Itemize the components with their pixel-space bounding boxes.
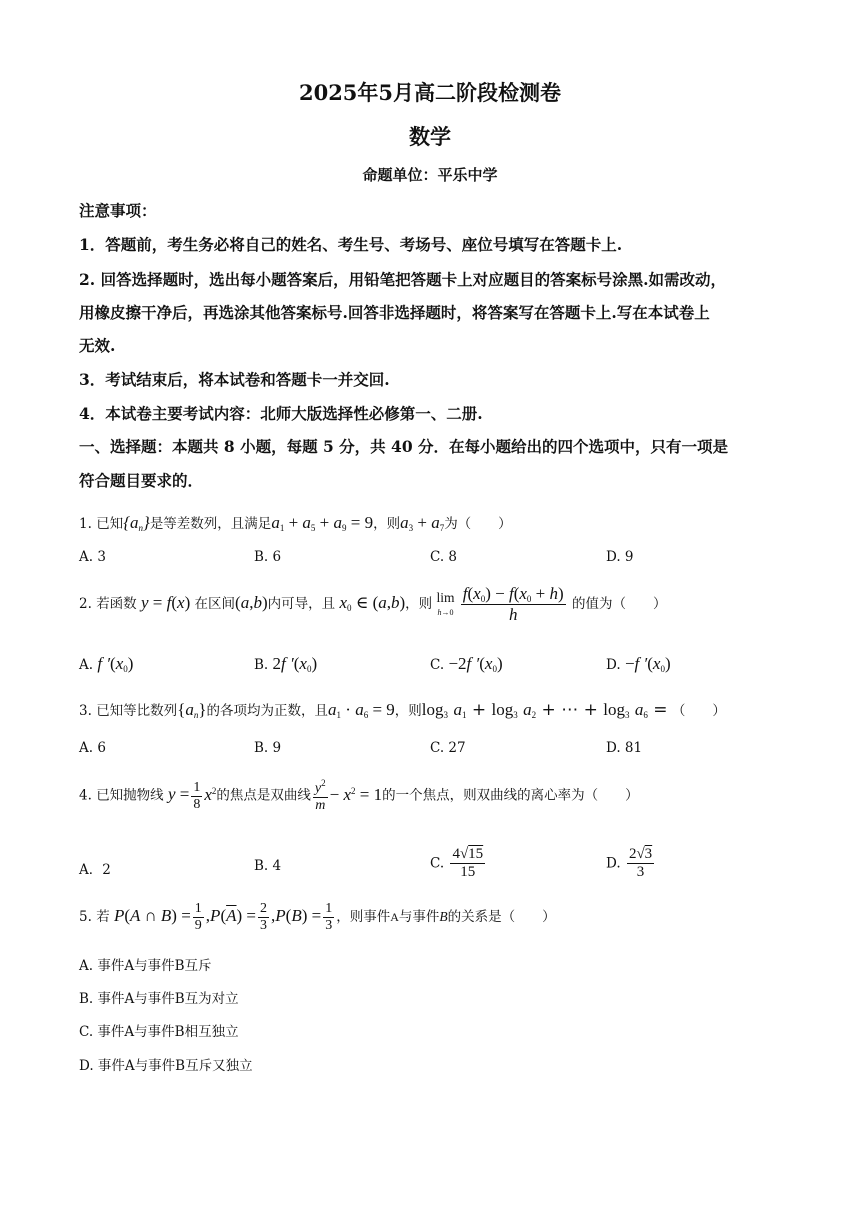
option-a: A. 事件A与事件B互斥 xyxy=(79,958,212,974)
option-b: B. 6 xyxy=(254,549,282,565)
section-heading-cont: 符合题目要求的． xyxy=(79,471,204,490)
option-d: D. −f $'(x_0)$ xyxy=(606,654,671,674)
notes-heading: 注意事项： xyxy=(79,201,157,220)
section-heading: 一、选择题：本题共 8 小题，每题 5 分，共 40 分．在每小题给出的四个选项中，只有一项是 xyxy=(79,437,729,456)
option-a: A. 3 xyxy=(79,549,106,565)
math-sequence: $\{a_n\}$ xyxy=(177,700,207,720)
subject-title: 数学 xyxy=(409,124,451,149)
question-3: 3. 已知等比数列$\{a_n\}$的各项均为正数，且$a_1 \cdot a_6 = 9$，则$\log_3 a_1 + \log_3 a_2$ + ⋯ + $\log_3 a_6$ = （ ） xyxy=(79,700,726,720)
option-d: D. 81 xyxy=(606,740,643,756)
note-item: 3．考试结束后，将本试卷和答题卡一并交回. xyxy=(79,370,390,389)
option-c: C. $\frac{4√15}{15}$ xyxy=(430,846,484,881)
author-unit: 命题单位：平乐中学 xyxy=(362,166,498,184)
math-limit: lim h→0 xyxy=(436,589,455,618)
option-b: B. 9 xyxy=(254,740,282,756)
option-b: B. 4 xyxy=(254,858,282,874)
math-fraction: $\frac{f(x_0) - f(x_0 + h)}{h}$ xyxy=(462,584,564,625)
question-5: 5. 若 P(A ∩ B) = $\frac{1}{9}$ $,P(\overline{A})$ = $\frac{2}{3}$ ,P(B) = $\frac{1}{3}$ ，则事件A与事件B的关系是（ ） xyxy=(79,901,556,934)
option-b: B. 2f $'(x_0)$ xyxy=(254,654,318,674)
option-d: D. 9 xyxy=(606,549,634,565)
math-expression: P(A ∩ B) = xyxy=(113,906,191,926)
option-c: C. 8 xyxy=(430,549,458,565)
option-a: A. 6 xyxy=(79,740,106,756)
option-c: C. 27 xyxy=(430,740,466,756)
note-item: 2. 回答选择题时，选出每小题答案后，用铅笔把答题卡上对应题目的答案标号涂黑.如需改动， xyxy=(79,270,726,289)
option-b: B. 事件A与事件B互为对立 xyxy=(79,991,239,1007)
math-expression: $a_1 \cdot a_6 = 9$ xyxy=(328,700,395,720)
math-sequence: $\{a_n\}$ xyxy=(123,513,150,533)
math-expression: $a_3 + a_7$ xyxy=(400,513,445,533)
question-number: 1. xyxy=(79,516,92,532)
math-expression: y = f(x) xyxy=(140,592,191,612)
option-d: D. $\frac{2√3}{3}$ xyxy=(606,846,653,881)
note-item: 用橡皮擦干净后，再选涂其他答案标号.回答非选择题时，将答案写在答题卡上.写在本试卷上 xyxy=(79,303,710,322)
option-a: A．2 xyxy=(79,862,111,878)
option-c: C. −2f $'(x_0)$ xyxy=(430,654,503,674)
note-item: 4．本试卷主要考试内容：北师大版选择性必修第一、二册. xyxy=(79,404,483,423)
option-a: A. f $'(x_0)$ xyxy=(79,654,134,674)
question-4: 4. 已知抛物线 y = $\frac{1}{8}$ $x^2$的焦点是双曲线 $\frac{y^2}{m}$ − $x^2 = 1$的一个焦点，则双曲线的离心率为（ ） xyxy=(79,778,639,814)
option-c: C. 事件A与事件B相互独立 xyxy=(79,1024,239,1040)
math-expression: y = xyxy=(167,784,190,804)
option-d: D. 事件A与事件B互斥又独立 xyxy=(79,1058,253,1074)
math-expression: (a,b) xyxy=(235,592,268,612)
note-item: 无效. xyxy=(79,336,116,355)
question-1: 1. 已知$\{a_n\}$是等差数列，且满足$a_1 + a_5 + a_9 = 9$，则$a_3 + a_7$为（ ） xyxy=(79,513,512,533)
note-item: 1．答题前，考生务必将自己的姓名、考生号、考场号、座位号填写在答题卡上. xyxy=(79,235,623,254)
math-expression: $x_0$ ∈ (a,b) xyxy=(339,592,406,613)
question-2: 2. 若函数 y = f(x) 在区间(a,b)内可导，且 $x_0$ ∈ (a,b)，则 lim h→0 $\frac{f(x_0) - f(x_0 + h)}{h}$ 的值为（ ） xyxy=(79,584,667,625)
exam-title: 2025年5月高二阶段检测卷 xyxy=(298,80,562,105)
math-expression: $\log_3 a_1 + \log_3 a_2$ + ⋯ + $\log_3 a_6$ = xyxy=(421,700,668,720)
math-expression: $a_1 + a_5 + a_9 = 9$ xyxy=(271,513,374,533)
